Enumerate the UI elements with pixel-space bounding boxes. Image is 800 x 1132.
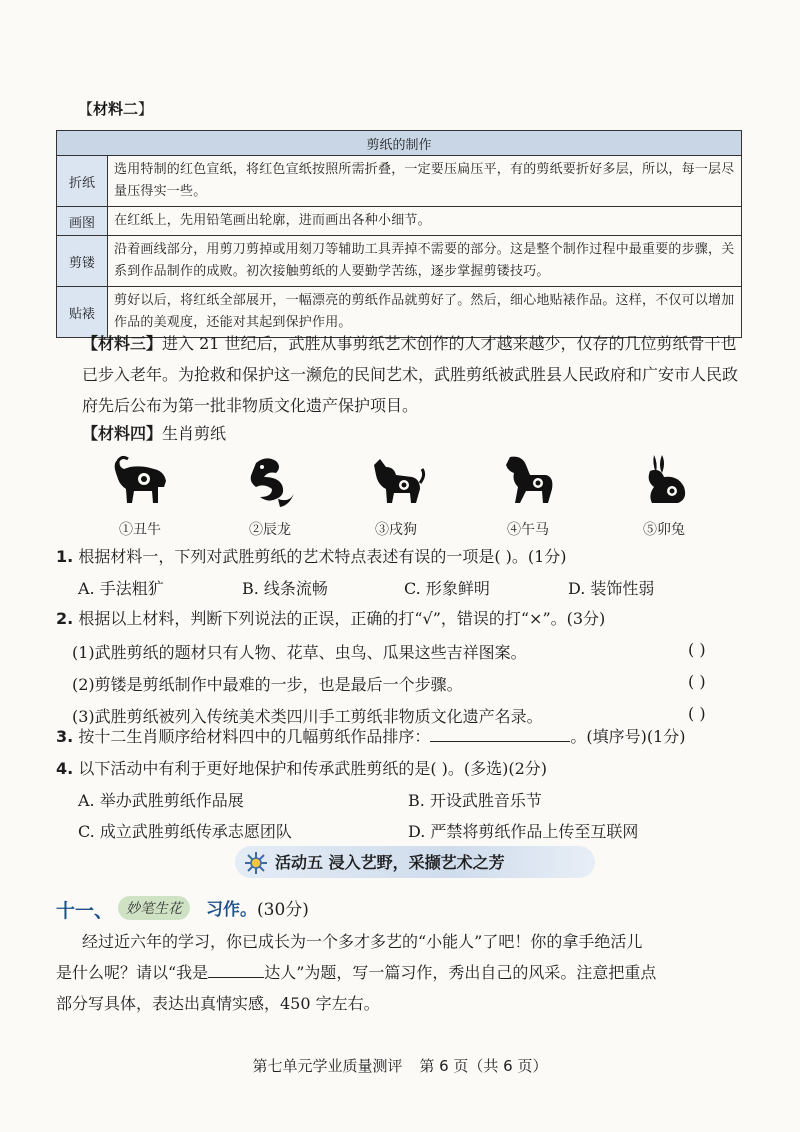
zodiac-caption: ③戌狗 — [375, 522, 417, 538]
q2-statement-3: (3)武胜剪纸被列入传统美术类四川手工剪纸非物质文化遗产名录。 — [72, 707, 543, 726]
question-1 — [56, 544, 567, 570]
material3-paragraph — [82, 328, 750, 421]
row-text: 剪好以后，将红纸全部展开，一幅漂亮的剪纸作品就剪好了。然后，细心地贴裱作品。这样，不仅可以增加作品的美观度，还能对其起到保护作用。 — [108, 287, 742, 338]
zodiac-item-dog — [356, 453, 436, 539]
table-row — [57, 236, 742, 287]
composition-tag: 妙笔生花 — [118, 896, 190, 920]
question-4 — [56, 756, 547, 782]
question-text: 以下活动中有利于更好地保护和传承武胜剪纸的是( )。(多选)(2分) — [78, 759, 548, 778]
composition-title — [206, 895, 309, 920]
q1-option-b[interactable]: B. 线条流畅 — [242, 579, 328, 598]
answer-blank[interactable]: ( ) — [688, 640, 706, 659]
material3-label: 【材料三】 — [82, 334, 163, 353]
page-footer — [0, 1055, 800, 1076]
answer-blank[interactable]: ( ) — [688, 672, 706, 691]
q2-statement-2: (2)剪镂是剪纸制作中最难的一步，也是最后一个步骤。 — [72, 675, 463, 694]
answer-blank[interactable]: ( ) — [688, 704, 706, 723]
zodiac-caption: ②辰龙 — [249, 522, 291, 538]
zodiac-caption: ⑤卯兔 — [643, 522, 685, 538]
q4-option-b[interactable]: B. 开设武胜音乐节 — [408, 791, 542, 810]
question-text: 按十二生肖顺序给材料四中的几幅剪纸作品排序： — [78, 727, 431, 746]
material3-text: 进入 21 世纪后，武胜从事剪纸艺术创作的人才越来越少，仅存的几位剪纸骨干也已步入老年。为抢救和保护这一濒危的民间艺术，武胜剪纸被武胜县人民政府和广安市人民政府先后公布为第一批非物质文化遗产保护项目。 — [82, 334, 739, 415]
table-title: 剪纸的制作 — [57, 131, 742, 156]
row-text: 选用特制的红色宣纸，将红色宣纸按照所需折叠，一定要压扁压平，有的剪纸要折好多层，所以，每一层尽量压得实一些。 — [108, 156, 742, 207]
row-text: 在红纸上，先用铅笔画出轮廓，进而画出各种小细节。 — [108, 207, 742, 236]
composition-title-text: 习作。 — [206, 900, 257, 920]
dog-papercut-icon — [364, 453, 428, 511]
row-key: 画图 — [57, 207, 108, 236]
papercut-process-table — [56, 130, 742, 338]
question-number: 3. — [56, 727, 74, 746]
q4-option-c[interactable]: C. 成立武胜剪纸传承志愿团队 — [78, 822, 292, 841]
row-key: 贴裱 — [57, 287, 108, 338]
footer-page: 第 6 页（共 6 页） — [419, 1057, 548, 1075]
table-row — [57, 156, 742, 207]
question-suffix: 。(填序号)(1分) — [570, 727, 686, 746]
question-3 — [56, 724, 685, 750]
row-key: 折纸 — [57, 156, 108, 207]
answer-line[interactable] — [430, 727, 570, 742]
activity-title: 活动五 浸入艺野，采撷艺术之芳 — [275, 853, 505, 872]
question-number: 1. — [56, 547, 74, 566]
composition-line-1: 经过近六年的学习，你已成长为一个多才多艺的“小能人”了吧！你的拿手绝活儿 — [82, 932, 643, 951]
material2-label: 【材料二】 — [78, 100, 154, 118]
zodiac-item-horse — [488, 453, 568, 539]
zodiac-item-rabbit — [624, 453, 704, 539]
table-title-row — [57, 131, 742, 156]
composition-line-3: 部分写具体，表达出真情实感，450 字左右。 — [56, 994, 380, 1013]
q4-option-d[interactable]: D. 严禁将剪纸作品上传至互联网 — [408, 822, 639, 841]
question-number: 4. — [56, 759, 74, 778]
ox-papercut-icon — [108, 453, 172, 511]
footer-unit: 第七单元学业质量测评 — [252, 1057, 403, 1075]
composition-line-2b: 达人”为题，写一篇习作，秀出自己的风采。注意把重点 — [264, 963, 657, 982]
question-2 — [56, 606, 605, 632]
zodiac-caption: ①丑牛 — [119, 522, 161, 538]
q1-option-a[interactable]: A. 手法粗犷 — [78, 579, 164, 598]
q2-statement-1: (1)武胜剪纸的题材只有人物、花草、虫鸟、瓜果这些吉祥图案。 — [72, 643, 527, 662]
composition-score: (30分) — [257, 900, 309, 920]
material4-title: 生肖剪纸 — [162, 424, 227, 443]
material4-label: 【材料四】 — [82, 424, 163, 443]
q1-option-d[interactable]: D. 装饰性弱 — [568, 579, 655, 598]
zodiac-caption: ④午马 — [507, 522, 549, 538]
sun-flower-icon — [244, 851, 268, 875]
composition-number: 十一、 — [56, 900, 114, 922]
row-key: 剪镂 — [57, 236, 108, 287]
q4-option-a[interactable]: A. 举办武胜剪纸作品展 — [78, 791, 244, 810]
composition-line-2a: 是什么呢？请以“我是 — [56, 963, 209, 982]
dragon-papercut-icon — [238, 453, 302, 511]
q1-option-c[interactable]: C. 形象鲜明 — [404, 579, 490, 598]
table-row — [57, 207, 742, 236]
zodiac-item-dragon — [230, 453, 310, 539]
question-text: 根据材料一，下列对武胜剪纸的艺术特点表述有误的一项是( )。(1分) — [78, 547, 567, 566]
row-text: 沿着画线部分，用剪刀剪掉或用刻刀等辅助工具弄掉不需要的部分。这是整个制作过程中最重要的步骤，关系到作品制作的成败。初次接触剪纸的人要勤学苦练，逐步掌握剪镂技巧。 — [108, 236, 742, 287]
material4-heading — [82, 418, 750, 449]
horse-papercut-icon — [496, 453, 560, 511]
question-number: 2. — [56, 609, 74, 628]
composition-line-2 — [56, 957, 724, 988]
answer-line[interactable] — [208, 963, 264, 978]
zodiac-item-ox — [100, 453, 180, 539]
question-text: 根据以上材料，判断下列说法的正误，正确的打“√”，错误的打“×”。(3分) — [78, 609, 606, 628]
rabbit-papercut-icon — [632, 453, 696, 511]
